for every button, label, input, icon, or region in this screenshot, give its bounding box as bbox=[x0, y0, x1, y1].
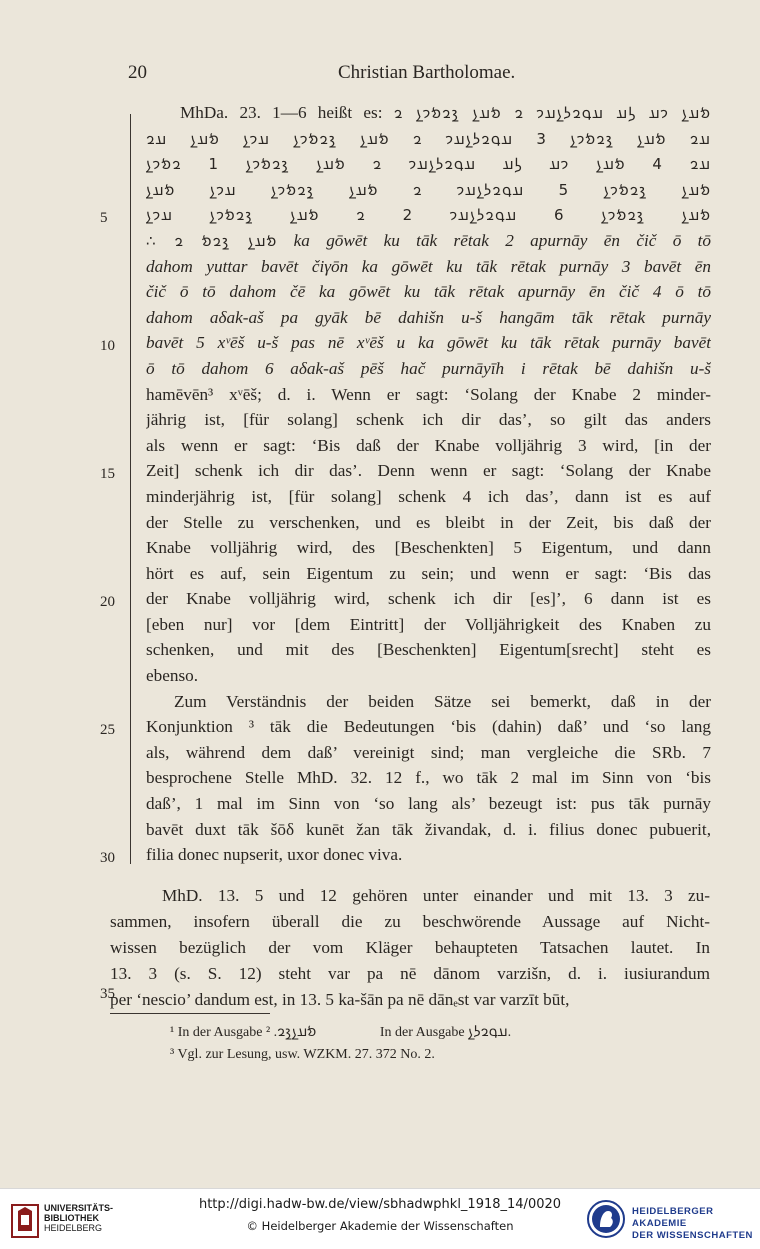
line-text: dahom aδak-aš pa gyāk bē dahišn u-š hangām tāk rētak purnāy bbox=[146, 307, 711, 327]
line-text: Zeit] schenk ich dir das’. Denn wenn er sagt: ‘Solang der Knabe bbox=[146, 461, 711, 481]
pahlavi-script: 𐭠𐭥 𐭬𐭠𐭭 𐭪𐭥𐭬𐭩𐭭 3 𐭠𐭯𐭥𐭫𐭭𐭠𐭩 𐭥 𐭬𐭠𐭭 𐭪𐭥𐭬𐭩𐭭 𐭠𐭩𐭭 𐭬𐭠𐭭 𐭠𐭥 bbox=[146, 129, 711, 148]
text-line: MhD. 13. 5 und 12 gehören unter einander und mit 13. 3 zu- bbox=[162, 886, 710, 905]
footnote-2: ² In der Ausgabe 𐭠𐭯𐭥𐭫𐭭. bbox=[265, 1025, 512, 1040]
line-text: bavēt duxt tāk šōδ kunēt žan tāk živandak, d. i. filius donec pubuerit, bbox=[146, 819, 711, 839]
heading-ref: MhDa. 23. 1—6 heißt es: bbox=[180, 103, 383, 122]
text-line bbox=[146, 842, 711, 868]
text-line: wissen bezüglich der vom Kläger behaupteten Tatsachen lautet. In bbox=[110, 938, 710, 957]
line-text: ebenso. bbox=[146, 666, 199, 686]
footnote-rule bbox=[110, 1013, 270, 1014]
line-number: 10 bbox=[100, 338, 115, 354]
line-text: Zum Verständnis der beiden Sätze sei bemerkt, daß in der bbox=[174, 691, 711, 711]
line-text: der Stelle zu verschenken, und es bleibt in der Zeit, bis daß der bbox=[146, 512, 711, 532]
academy-seal-icon[interactable] bbox=[586, 1199, 626, 1239]
text-line bbox=[146, 228, 711, 254]
text-line bbox=[146, 740, 711, 766]
pahlavi-script: ∴ 𐭬𐭠𐭭 𐭪𐭥𐭬 𐭥 bbox=[146, 231, 278, 250]
line-text: dahom yuttar bavēt čiγōn ka gōwēt ku tāk rētak purnāy 3 bavēt ēn bbox=[146, 256, 711, 276]
footnote-row-1 bbox=[170, 1022, 690, 1044]
running-title: Christian Bartholomae. bbox=[338, 62, 516, 83]
library-line-3: HEIDELBERG bbox=[44, 1223, 103, 1233]
text-line bbox=[146, 151, 711, 177]
line-text: hört es auf, sein Eigentum zu sein; und wenn er sagt: ‘Bis das bbox=[146, 563, 711, 583]
text-line bbox=[146, 561, 711, 587]
pahlavi-script: 𐭬𐭠𐭭 𐭩𐭠 𐭫𐭠 𐭠𐭯𐭥𐭫𐭭𐭠𐭩 𐭥 𐭬𐭠𐭭 𐭪𐭥𐭬𐭩𐭭 𐭥 bbox=[393, 104, 711, 122]
academy-name[interactable] bbox=[632, 1206, 760, 1242]
line-text: ka gōwēt ku tāk rētak 2 apurnāy ēn čič ō tō bbox=[293, 230, 711, 250]
line-text: Konjunktion ³ tāk die Bedeutungen ‘bis (dahin) daß’ und ‘so lang bbox=[146, 717, 711, 737]
lower-paragraph bbox=[110, 883, 710, 1013]
text-line bbox=[146, 765, 711, 791]
line-text: minderjährig ist, [für solang] schenk 4 ich das’, dann ist es auf bbox=[146, 486, 711, 506]
text-line bbox=[146, 407, 711, 433]
text-line bbox=[146, 279, 711, 305]
text-line: per ‘nescio’ dandum est, in 13. 5 ka-šān pa nē dānₑst var varzīt būt, bbox=[110, 990, 570, 1009]
text-line bbox=[146, 202, 711, 228]
footnote-1: ¹ In der Ausgabe 𐭬𐭠𐭭𐭪𐭥. bbox=[170, 1025, 317, 1040]
pahlavi-script: 𐭬𐭠𐭭 𐭪𐭥𐭬𐭩𐭭 5 𐭠𐭯𐭥𐭫𐭭𐭠𐭩 𐭥 𐭬𐭠𐭭 𐭪𐭥𐭬𐭩𐭭 𐭠𐭩𐭭 𐭬𐭠𐭭 bbox=[146, 180, 711, 199]
pahlavi-script: 𐭬𐭠𐭭 𐭪𐭥𐭬𐭩𐭭 6 𐭠𐭯𐭥𐭫𐭭𐭠𐭩 2 𐭥 𐭬𐭠𐭭 𐭪𐭥𐭬𐭩𐭭 𐭠𐭩𐭭 bbox=[146, 206, 711, 225]
line-number: 15 bbox=[100, 466, 115, 482]
page-number: 20 bbox=[128, 62, 147, 83]
text-line bbox=[146, 817, 711, 843]
text-line bbox=[146, 433, 711, 459]
academy-line-2: DER WISSENSCHAFTEN bbox=[632, 1230, 753, 1241]
line-number: 25 bbox=[100, 722, 115, 738]
pahlavi-script: 𐭠𐭥 4 𐭬𐭠𐭭 𐭩𐭠 𐭫𐭠 𐭠𐭯𐭥𐭫𐭭𐭠𐭩 𐭥 𐭬𐭠𐭭 𐭪𐭥𐭬𐭩𐭭 1 𐭥𐭬𐭩𐭭 bbox=[146, 155, 711, 174]
text-line bbox=[146, 458, 711, 484]
line-number: 5 bbox=[100, 210, 108, 226]
page-header bbox=[0, 62, 760, 92]
line-text: als, während dem daß’ vereinigt sind; man vergleiche die SRb. 7 bbox=[146, 742, 711, 762]
text-line bbox=[146, 535, 711, 561]
text-line bbox=[146, 689, 711, 715]
line-text: daß’, 1 mal im Sinn von ‘so lang als’ bezeugt ist: pus tāk purnāy bbox=[146, 794, 711, 814]
line-number: 35 bbox=[100, 986, 115, 1002]
line-text: besprochene Stelle MhD. 32. 12 f., wo tāk 2 mal im Sinn von ‘bis bbox=[146, 768, 711, 788]
line-text: jährig ist, [für solang] schenk ich dir das’, so gilt das anders bbox=[146, 410, 711, 430]
line-text: ō tō dahom 6 aδak-aš pēš hač purnāyīh i rētak bē dahišn u-š bbox=[146, 358, 711, 378]
margin-rule bbox=[130, 114, 131, 864]
text-line bbox=[146, 791, 711, 817]
text-line bbox=[146, 612, 711, 638]
library-line-2: BIBLIOTHEK bbox=[44, 1213, 99, 1223]
text-line bbox=[146, 126, 711, 152]
line-number: 20 bbox=[100, 594, 115, 610]
line-text: [eben nur] vor [dem Eintritt] der Volljährigkeit des Knaben zu bbox=[146, 614, 711, 634]
text-line bbox=[146, 305, 711, 331]
text-line bbox=[146, 330, 711, 356]
line-text: Knabe volljährig wird, des [Beschenkten] 5 Eigentum, und dann bbox=[146, 538, 711, 558]
main-text-block bbox=[146, 100, 711, 868]
line-text: filia donec nupserit, uxor donec viva. bbox=[146, 845, 403, 865]
academy-line-1: HEIDELBERGER AKADEMIE bbox=[632, 1206, 714, 1229]
copyright-notice: © Heidelberger Akademie der Wissenschaften bbox=[246, 1219, 514, 1233]
line-text: čič ō tō dahom čē ka gōwēt ku tāk rētak apurnāy ēn čič 4 ō tō bbox=[146, 282, 711, 302]
line-text: hamēvēn³ xᵛēš; d. i. Wenn er sagt: ‘Solang der Knabe 2 minder- bbox=[146, 384, 711, 404]
text-line bbox=[146, 510, 711, 536]
text-line: 13. 3 (s. S. 12) steht var pa nē dānom varzišn, d. i. iusiurandum bbox=[110, 964, 710, 983]
text-line bbox=[146, 177, 711, 203]
footer-bar bbox=[0, 1188, 760, 1249]
line-text: bavēt 5 xᵛēš u-š pas nē xᵛēš u ka gōwēt ku tāk rētak purnāy bavēt bbox=[146, 333, 711, 353]
line-text: schenken, und mit des [Beschenkten] Eigentum[srecht] steht es bbox=[146, 640, 711, 660]
text-line bbox=[146, 254, 711, 280]
text-line bbox=[146, 663, 711, 689]
text-line bbox=[146, 637, 711, 663]
permalink-url[interactable]: http://digi.hadw-bw.de/view/sbhadwphkl_1918_14/0020 bbox=[198, 1197, 562, 1212]
line-text: als wenn er sagt: ‘Bis daß der Knabe volljährig 3 wird, [in der bbox=[146, 435, 711, 455]
text-line bbox=[146, 484, 711, 510]
line-text: der Knabe volljährig wird, schenk ich dir [es]’, 6 dann ist es bbox=[146, 589, 711, 609]
footnote-3: ³ Vgl. zur Lesung, usw. WZKM. 27. 372 No. 2. bbox=[170, 1047, 435, 1062]
text-line bbox=[146, 356, 711, 382]
text-line bbox=[146, 382, 711, 408]
footnotes bbox=[170, 1022, 690, 1066]
text-line bbox=[146, 100, 711, 126]
text-line bbox=[146, 714, 711, 740]
line-number: 30 bbox=[100, 850, 115, 866]
library-line-1: UNIVERSITÄTS- bbox=[44, 1203, 114, 1213]
text-line bbox=[146, 586, 711, 612]
text-line: sammen, insofern überall die zu beschwörende Aussage auf Nicht- bbox=[110, 912, 710, 931]
